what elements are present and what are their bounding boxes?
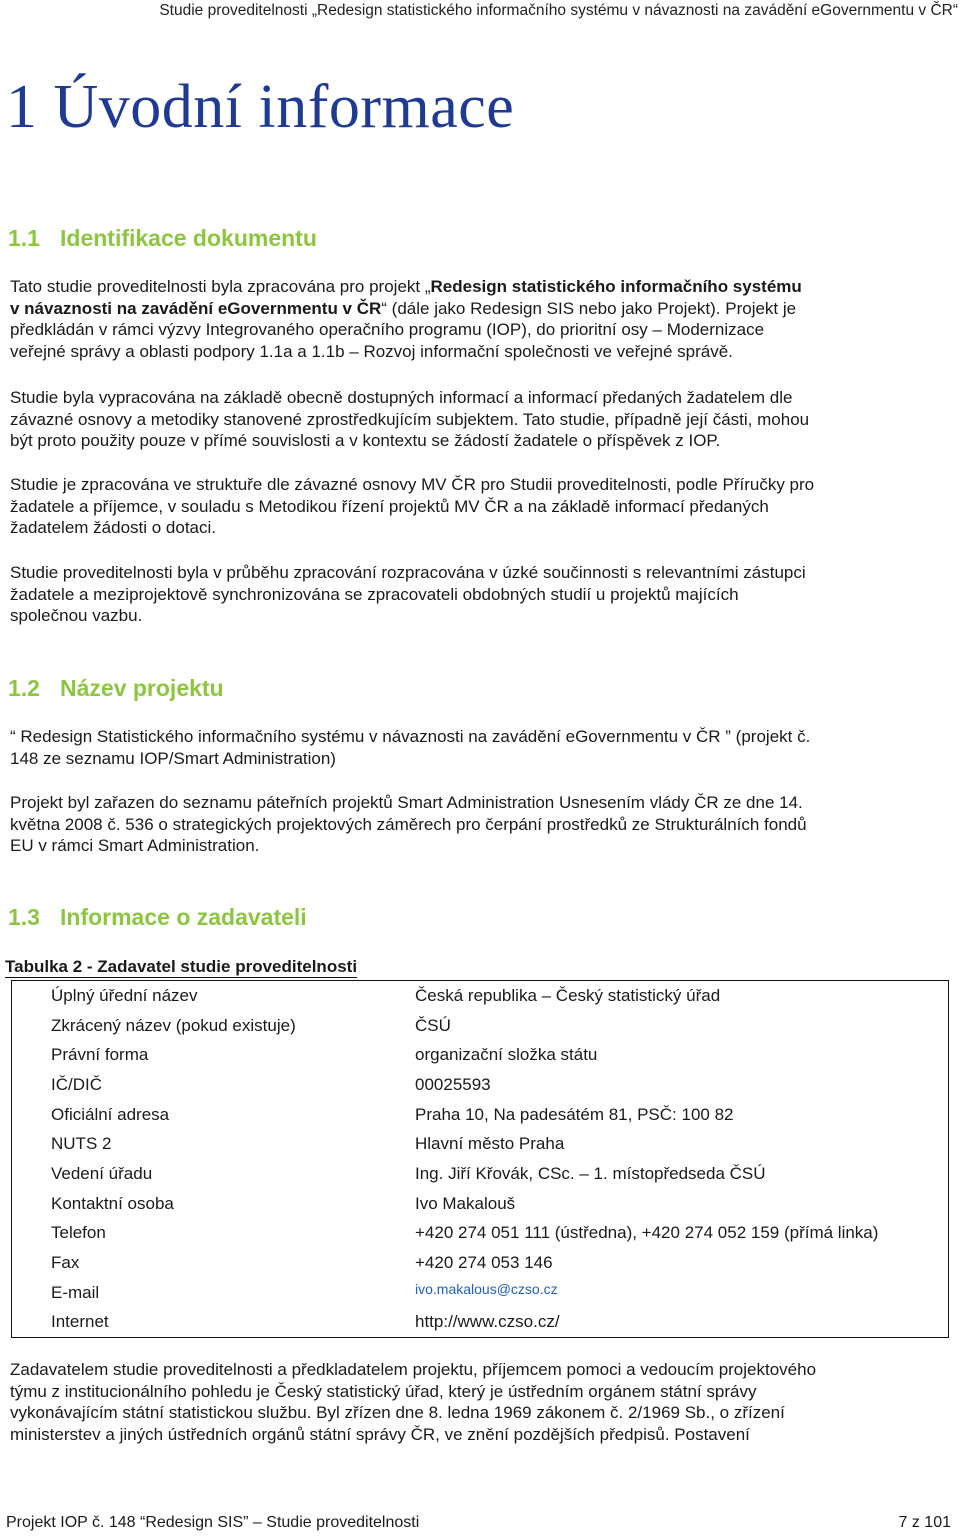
row-key: Právní forma: [51, 1045, 149, 1065]
row-value: +420 274 051 111 (ústředna), +420 274 052 159 (přímá linka): [415, 1223, 879, 1243]
project-name-bold: Redesign statistického informačního systému: [430, 277, 802, 296]
row-value: Česká republika – Český statistický úřad: [415, 985, 721, 1005]
chapter-title: 1 Úvodní informace: [6, 73, 515, 141]
paragraph-intro: [10, 276, 950, 362]
row-key: Fax: [51, 1253, 80, 1273]
table-row: [12, 1189, 949, 1219]
paragraph-project-name: [10, 726, 950, 769]
section-heading-1-3: [8, 904, 307, 931]
text: “ (dále jako Redesign SIS nebo jako Projekt). Projekt je: [381, 298, 797, 318]
row-key: Oficiální adresa: [51, 1104, 170, 1124]
text-line: Zadavatelem studie proveditelnosti a předkladatelem projektu, příjemcem pomoci a vedoucím projektového: [10, 1360, 817, 1379]
text-line: ministerstev a jiných ústředních orgánů státní správy ČR, ve znění pozdějších předpisů. Postavení: [10, 1424, 750, 1444]
table-row: [12, 1011, 949, 1041]
section-number: 1.3: [8, 904, 40, 930]
row-value: organizační složka státu: [415, 1045, 598, 1065]
running-header: Studie proveditelnosti „Redesign statistického informačního systému v návaznosti na zavádění eGovernmentu v ČR“: [159, 2, 958, 19]
table-row: [12, 1040, 949, 1070]
table-row: [12, 1129, 949, 1159]
row-key: Internet: [51, 1312, 109, 1332]
section-heading-1-1: [8, 225, 317, 252]
row-value: Praha 10, Na padesátém 81, PSČ: 100 82: [415, 1104, 734, 1124]
paragraph-smart-admin: [10, 792, 950, 857]
row-value: Ivo Makalouš: [415, 1193, 516, 1213]
paragraph-sources: [10, 387, 950, 452]
row-value: Ing. Jiří Křovák, CSc. – 1. místopředseda ČSÚ: [415, 1163, 766, 1183]
paragraph-structure: [10, 474, 950, 539]
email-link[interactable]: ivo.makalous@czso.cz: [415, 1280, 558, 1297]
row-value: 00025593: [415, 1074, 491, 1094]
text-line: EU v rámci Smart Administration.: [10, 836, 260, 856]
paragraph-cooperation: [10, 562, 950, 627]
row-value: ČSÚ: [415, 1015, 451, 1035]
contracting-authority-table: [11, 980, 949, 1338]
text-line: žadatele a příjemce, v souladu s Metodikou řízení projektů MV ČR a na základě informací předaných: [10, 496, 769, 516]
table-row: [12, 1308, 949, 1338]
table-row: [12, 981, 949, 1011]
text-line: předkládán v rámci výzvy Integrovaného operačního programu (IOP), do prioritní osy – Modernizace: [10, 320, 765, 340]
text-line: žadatele a meziprojektově synchronizována se zpracovateli obdobných studií u projektů majících: [10, 584, 739, 604]
text-line: žadatelem žádosti o dotaci.: [10, 518, 217, 538]
text-line: společnou vazbu.: [10, 606, 143, 626]
text-line: května 2008 č. 536 o strategických projektových záměrech pro čerpání prostředků ze Strukturálních fondů: [10, 814, 807, 834]
table-caption: Tabulka 2 - Zadavatel studie proveditelnosti: [5, 957, 358, 976]
text-line: veřejné správy a oblasti podpory 1.1a a 1.1b – Rozvoj informační společnosti ve veřejné správě.: [10, 341, 733, 361]
section-title: Informace o zadavateli: [60, 904, 307, 930]
section-number: 1.2: [8, 675, 40, 701]
text-line: Studie je zpracována ve struktuře dle závazné osnovy MV ČR pro Studii proveditelnosti, podle Příručky pro: [10, 475, 815, 494]
table-row: [12, 1159, 949, 1189]
table-row: [12, 1219, 949, 1249]
row-key: Vedení úřadu: [51, 1163, 153, 1183]
table-row: [12, 1100, 949, 1130]
section-number: 1.1: [8, 225, 40, 251]
table-row: [12, 1248, 949, 1278]
table-row: [12, 1070, 949, 1100]
row-key: E-mail: [51, 1282, 100, 1302]
text-line: Studie proveditelnosti byla v průběhu zpracování rozpracována v úzké součinnosti s relevantními zástupci: [10, 563, 806, 582]
row-key: Úplný úřední název: [51, 985, 198, 1005]
row-key: Zkrácený název (pokud existuje): [51, 1015, 296, 1035]
page-number: 7 z 101: [898, 1514, 951, 1531]
text-line: “ Redesign Statistického informačního systému v návaznosti na zavádění eGovernmentu v ČR ” (projekt č.: [10, 727, 811, 746]
text-line: závazné osnovy a metodiky stanovené zprostředkujícím subjektem. Tato studie, případně její části, mohou: [10, 409, 810, 429]
row-key: Kontaktní osoba: [51, 1193, 174, 1213]
project-name-bold-cont: v návaznosti na zavádění eGovernmentu v ČR: [10, 298, 382, 318]
section-heading-1-2: [8, 675, 224, 702]
row-key: Telefon: [51, 1223, 106, 1243]
row-key: IČ/DIČ: [51, 1074, 102, 1094]
row-value: [375, 1278, 949, 1308]
section-title: Identifikace dokumentu: [60, 225, 317, 251]
table-row: [12, 1278, 949, 1308]
text: Tato studie proveditelnosti byla zpracována pro projekt „: [10, 277, 431, 296]
text-line: 148 ze seznamu IOP/Smart Administration): [10, 748, 336, 768]
section-title: Název projektu: [60, 675, 224, 701]
text-line: týmu z institucionálního pohledu je Český statistický úřad, který je ústředním orgánem státní správy: [10, 1381, 757, 1401]
paragraph-authority: [10, 1359, 950, 1445]
text-line: být proto použity pouze v přímé souvislosti a v kontextu se žádostí žadatele o příspěvek z IOP.: [10, 431, 721, 451]
row-value: +420 274 053 146: [415, 1253, 553, 1273]
text-line: Studie byla vypracována na základě obecně dostupných informací a informací předaných žadatelem dle: [10, 388, 793, 407]
text-line: vykonávajícím státní statistickou službu. Byl zřízen dne 8. ledna 1969 zákonem č. 2/1969 Sb., o zřízení: [10, 1403, 785, 1423]
row-value: Hlavní město Praha: [415, 1134, 565, 1154]
row-key: NUTS 2: [51, 1134, 112, 1154]
row-value: http://www.czso.cz/: [415, 1312, 560, 1332]
footer-project: Projekt IOP č. 148 “Redesign SIS” – Studie proveditelnosti: [6, 1514, 420, 1531]
text-line: Projekt byl zařazen do seznamu páteřních projektů Smart Administration Usnesením vlády ČR ze dne 14.: [10, 793, 803, 812]
